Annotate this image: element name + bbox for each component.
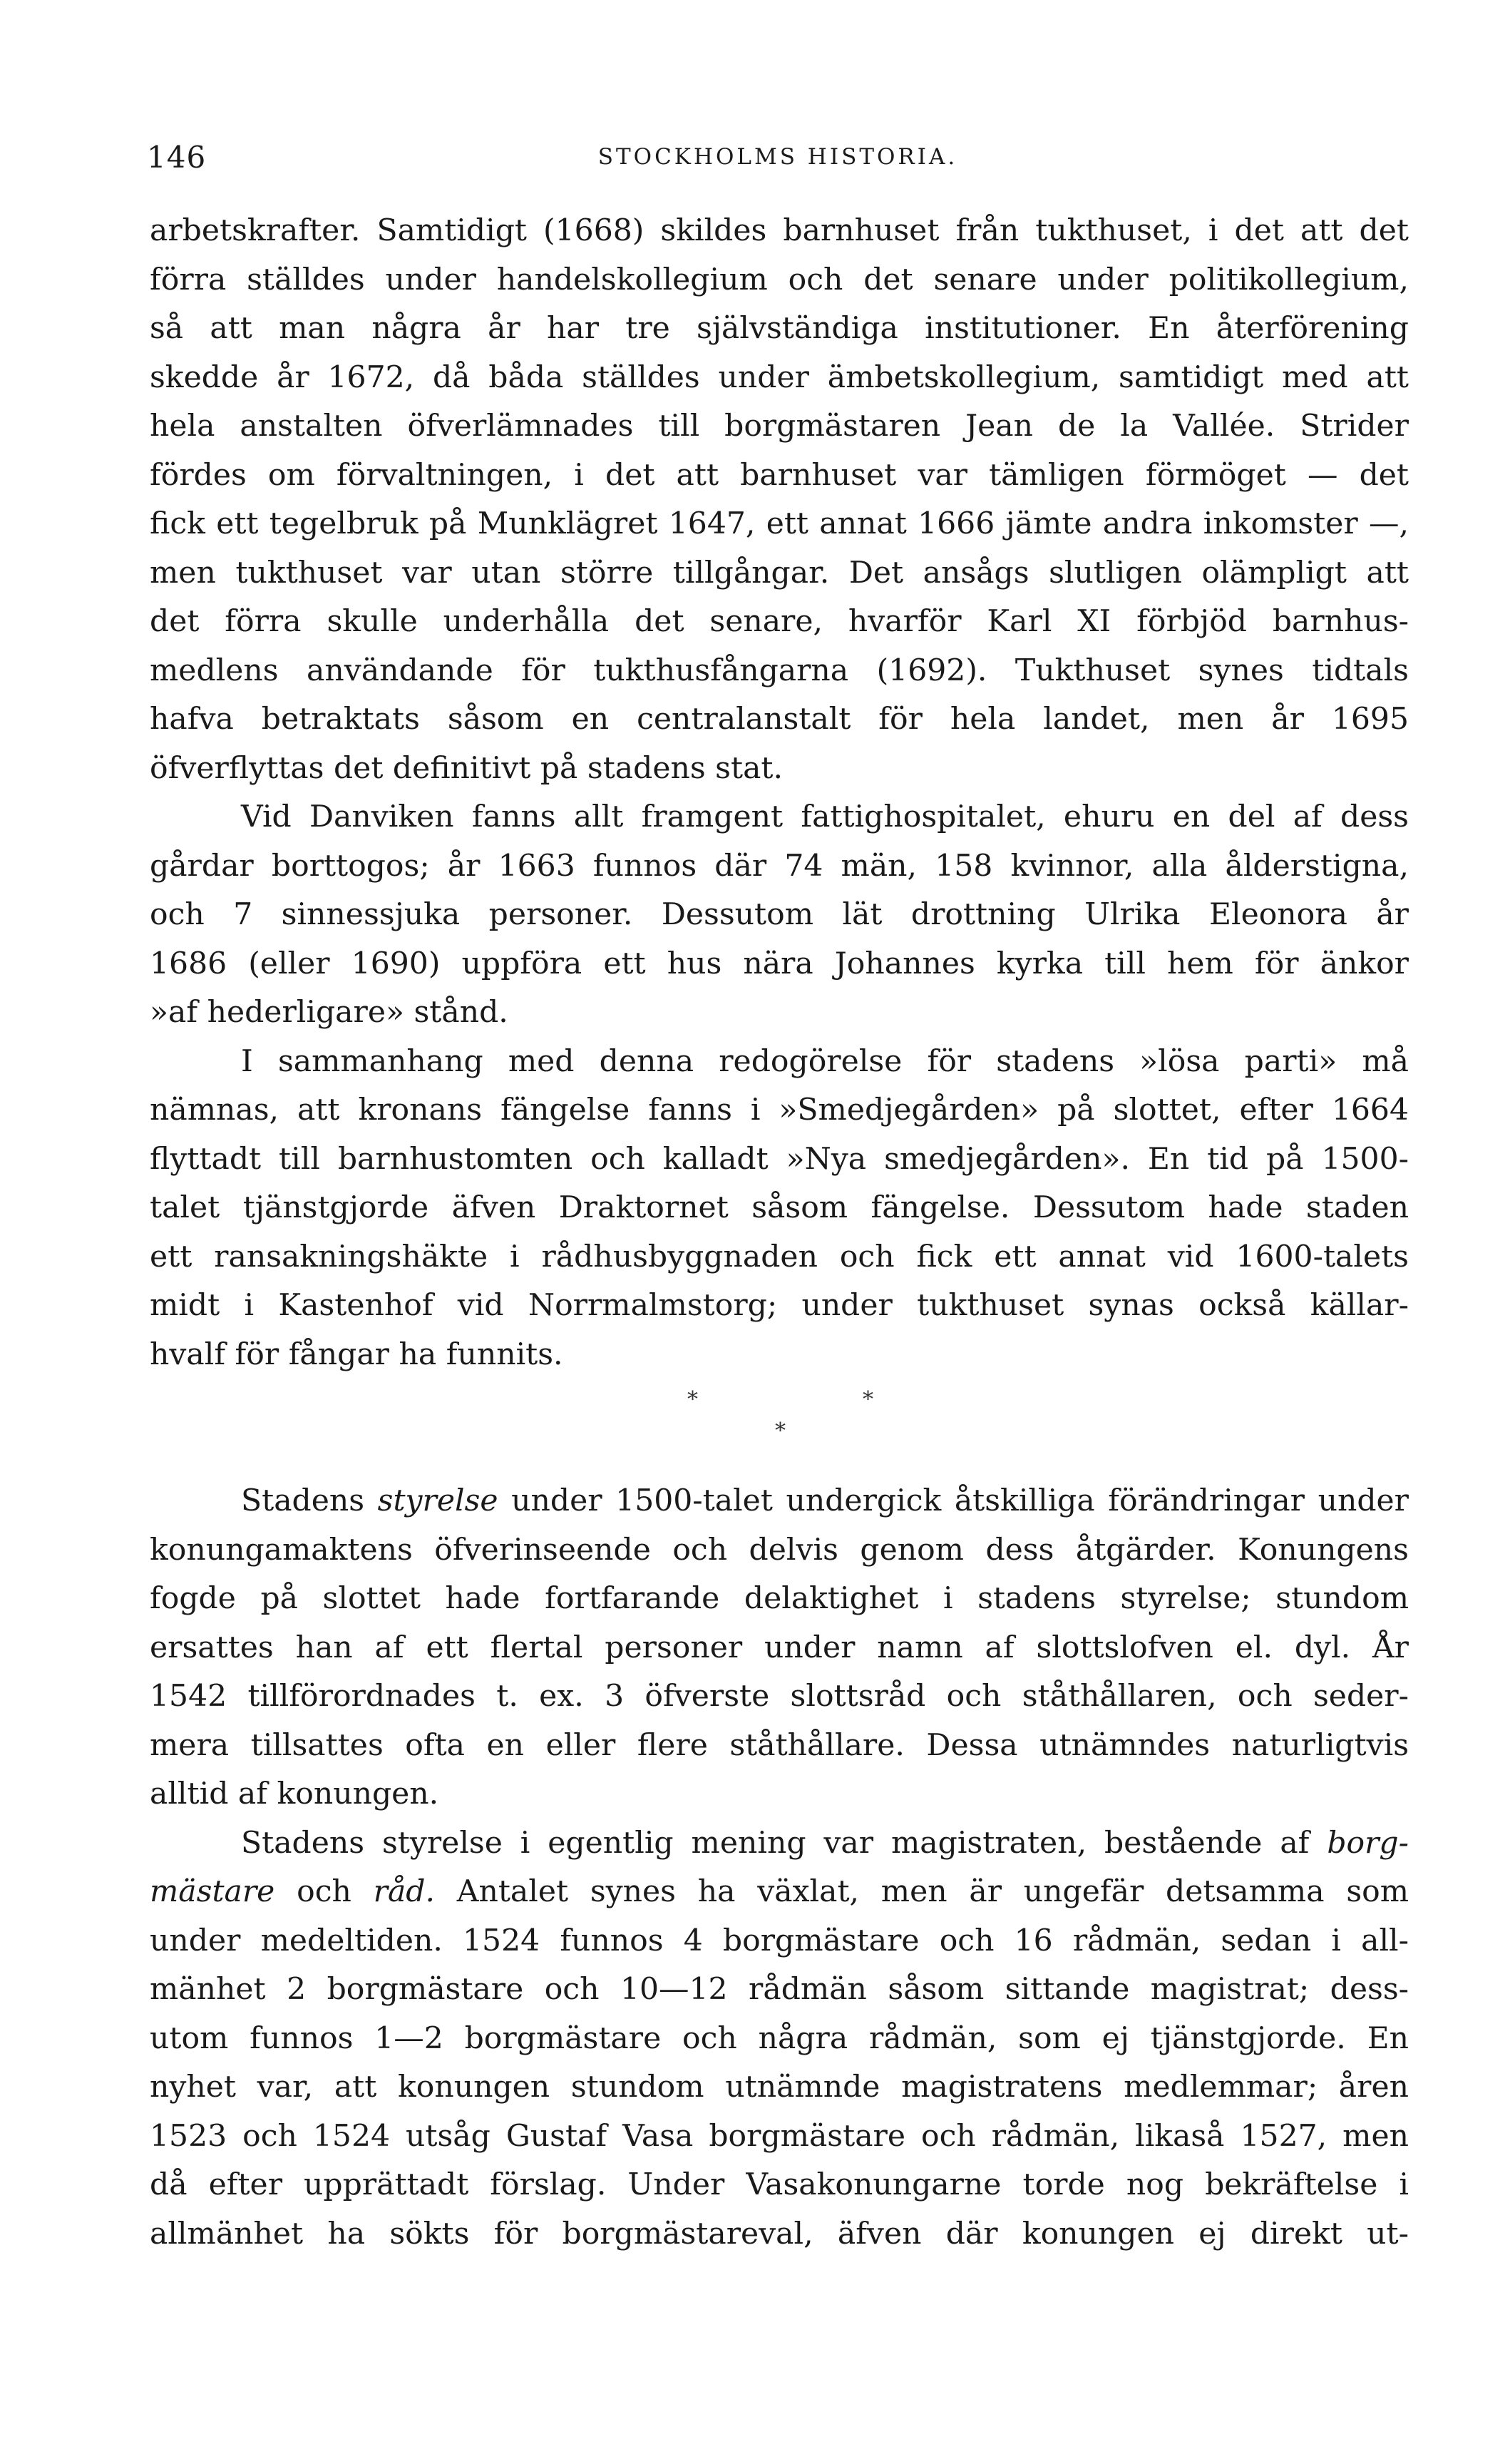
running-title: STOCKHOLMS HISTORIA. xyxy=(597,144,958,170)
text-line: »af hederligare» stånd. xyxy=(150,995,508,1030)
text-line: gårdar borttogos; år 1663 funnos där 74 män, 158 kvinnor, alla ålderstigna, xyxy=(150,848,1409,884)
text-line: I sammanhang med denna redogörelse för stadens »lösa parti» må xyxy=(241,1043,1409,1079)
italic-term: styrelse xyxy=(377,1483,498,1518)
text-line: öfverflyttas det definitivt på stadens stat. xyxy=(150,750,783,786)
text-run: Stadens xyxy=(241,1483,365,1518)
text-line xyxy=(150,1868,1409,1917)
text-line: men tukthuset var utan större tillgångar. Det ansågs slutligen olämpligt att xyxy=(150,555,1409,591)
text-run: och xyxy=(297,1874,351,1909)
text-line: ersattes han af ett flertal personer under namn af slottslofven el. dyl. År xyxy=(150,1630,1409,1665)
text-line: då efter upprättadt förslag. Under Vasakonungarne torde nog bekräftelse i xyxy=(150,2167,1409,2202)
asterisk-mark: * xyxy=(775,1418,786,1443)
italic-term: borg- xyxy=(1327,1825,1409,1861)
text-run: Antalet synes ha växlat, men är ungefär detsamma som xyxy=(456,1874,1409,1909)
italic-term: råd. xyxy=(373,1874,436,1909)
text-line: nyhet var, att konungen stundom utnämnde magistratens medlemmar; åren xyxy=(150,2070,1409,2105)
text-line: konungamaktens öfverinseende och delvis genom dess åtgärder. Konungens xyxy=(150,1532,1409,1568)
page-header xyxy=(147,140,1409,183)
text-line: talet tjänstgjorde äfven Draktornet såsom fängelse. Dessutom hade staden xyxy=(150,1190,1409,1225)
text-line xyxy=(150,1819,1409,1869)
text-line: nämnas, att kronans fängelse fanns i »Smedjegården» på slottet, efter 1664 xyxy=(150,1093,1409,1128)
text-line: 1686 (eller 1690) uppföra ett hus nära Johannes kyrka till hem för änkor xyxy=(150,946,1409,981)
text-line xyxy=(150,1477,1409,1526)
asterisk-mark: * xyxy=(863,1387,873,1412)
text-line: midt i Kastenhof vid Norrmalmstorg; under tukthuset synas också källar- xyxy=(150,1288,1409,1323)
text-line: hvalf för fångar ha funnits. xyxy=(150,1336,563,1372)
body-text xyxy=(150,207,1409,2259)
text-line: medlens användande för tukthusfångarna (1692). Tukthuset synes tidtals xyxy=(150,653,1409,688)
asterisk-mark: * xyxy=(687,1387,698,1412)
text-line: mänhet 2 borgmästare och 10—12 rådmän såsom sittande magistrat; dess- xyxy=(150,1972,1409,2007)
text-line: arbetskrafter. Samtidigt (1668) skildes barnhuset från tukthuset, i det att det xyxy=(150,213,1409,248)
text-line: flyttadt till barnhustomten och kalladt »Nya smedjegården». En tid på 1500- xyxy=(150,1141,1409,1177)
text-line: skedde år 1672, då båda ställdes under ämbetskollegium, samtidigt med att xyxy=(150,359,1409,395)
text-line: alltid af konungen. xyxy=(150,1777,439,1811)
section-divider xyxy=(150,1379,1409,1477)
text-line: Vid Danviken fanns allt framgent fattighospitalet, ehuru en del af dess xyxy=(241,799,1409,834)
text-line: hafva betraktats såsom en centralanstalt för hela landet, men år 1695 xyxy=(150,702,1409,737)
text-line: utom funnos 1—2 borgmästare och några rådmän, som ej tjänstgjorde. En xyxy=(150,2020,1409,2056)
text-line: ett ransakningshäkte i rådhusbyggnaden och fick ett annat vid 1600-talets xyxy=(150,1239,1409,1274)
text-line: och 7 sinnessjuka personer. Dessutom lät drottning Ulrika Eleonora år xyxy=(150,897,1409,932)
text-line: fogde på slottet hade fortfarande delaktighet i stadens styrelse; stundom xyxy=(150,1581,1409,1616)
text-run: under 1500-talet undergick åtskilliga förändringar under xyxy=(511,1483,1409,1518)
text-line: hela anstalten öfverlämnades till borgmästaren Jean de la Vallée. Strider xyxy=(150,409,1409,444)
text-run: Stadens styrelse i egentlig mening var magistraten, bestående af xyxy=(241,1825,1310,1861)
text-line: det förra skulle underhålla det senare, hvarför Karl XI förbjöd barnhus- xyxy=(150,604,1409,639)
text-line: fördes om förvaltningen, i det att barnhuset var tämligen förmöget — det xyxy=(150,457,1409,493)
text-line: 1523 och 1524 utsåg Gustaf Vasa borgmästare och rådmän, likaså 1527, men xyxy=(150,2118,1409,2154)
italic-term: mästare xyxy=(150,1874,275,1909)
text-line: 1542 tillförordnades t. ex. 3 öfverste slottsråd och ståthållaren, och seder- xyxy=(150,1679,1409,1714)
page-number: 146 xyxy=(147,140,207,175)
text-line: under medeltiden. 1524 funnos 4 borgmästare och 16 rådmän, sedan i all- xyxy=(150,1923,1409,1958)
text-line: förra ställdes under handelskollegium och det senare under politikollegium, xyxy=(150,262,1409,297)
text-line: allmänhet ha sökts för borgmästareval, äfven där konungen ej direkt ut- xyxy=(150,2216,1409,2251)
text-line: så att man några år har tre självständiga institutioner. En återförening xyxy=(150,311,1409,346)
text-line: mera tillsattes ofta en eller flere ståthållare. Dessa utnämndes naturligtvis xyxy=(150,1727,1409,1763)
text-line: fick ett tegelbruk på Munklägret 1647, ett annat 1666 jämte andra inkomster —, xyxy=(150,506,1409,541)
